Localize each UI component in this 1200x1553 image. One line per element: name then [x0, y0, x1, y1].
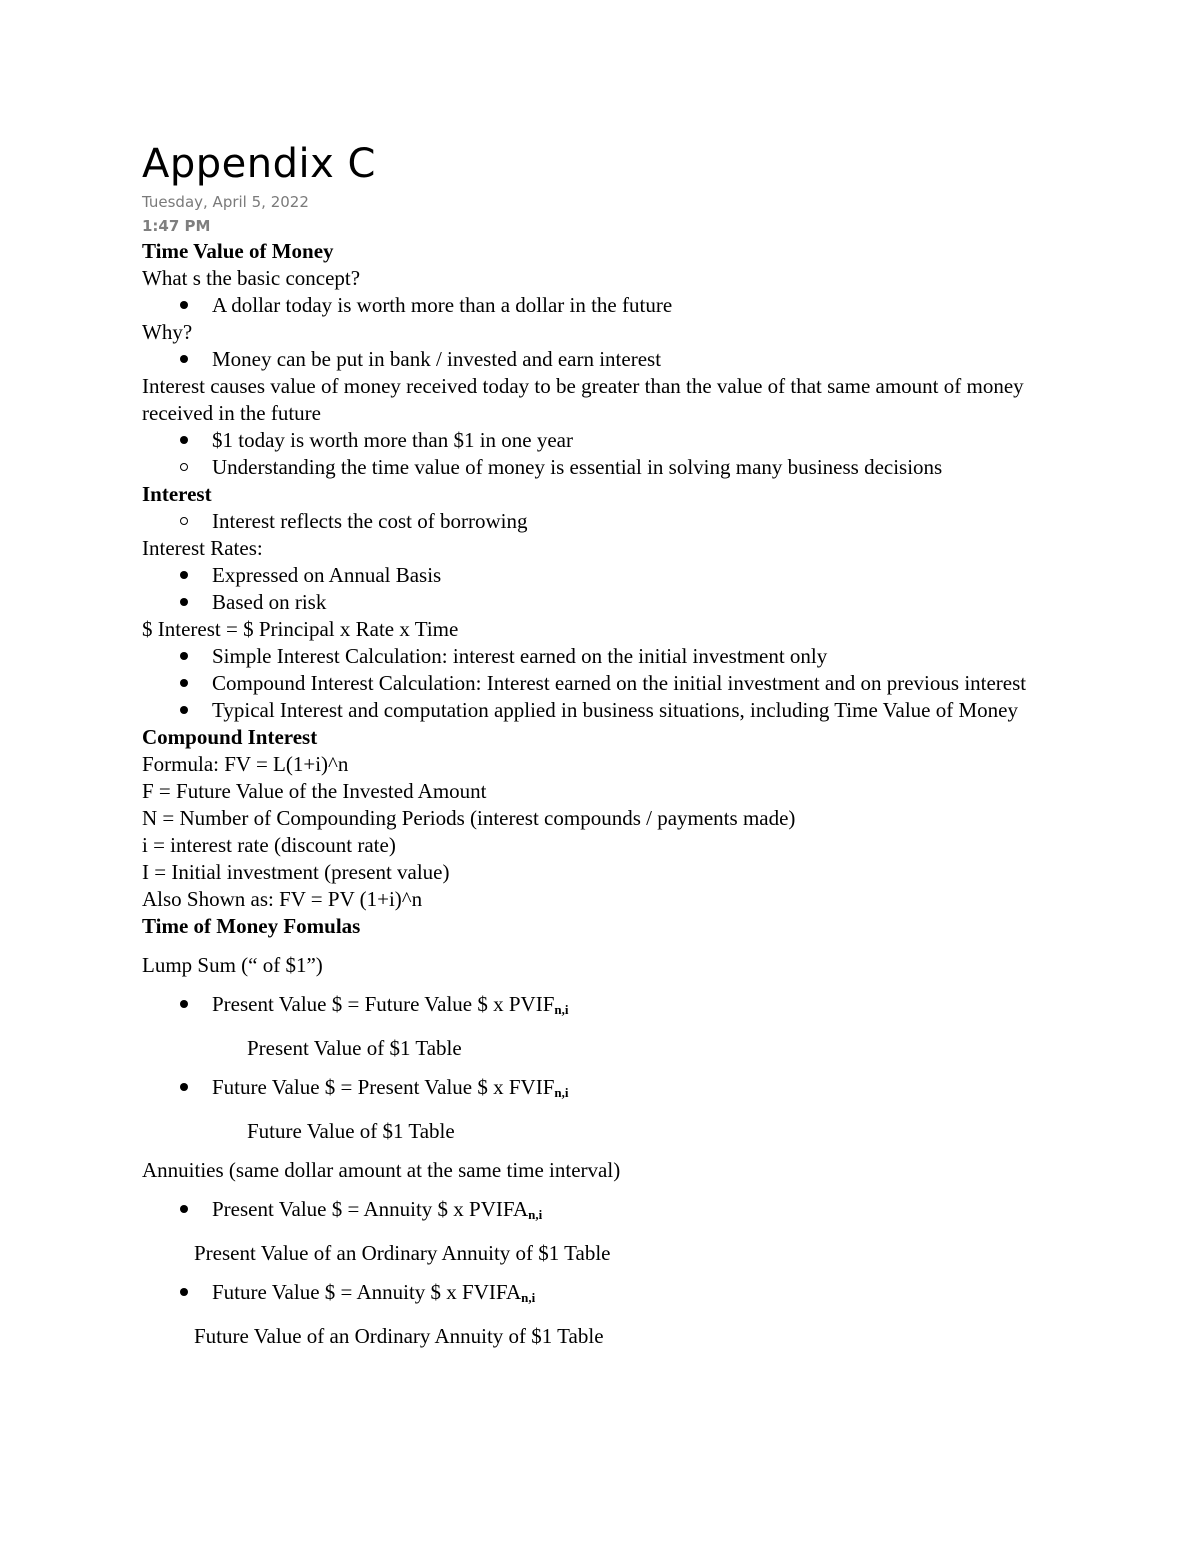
bullet-item: Typical Interest and computation applied in business situations, including Time Value of Money	[142, 697, 1062, 724]
bullet-item: Based on risk	[142, 589, 1062, 616]
text-line: I = Initial investment (present value)	[142, 860, 450, 884]
bullet-item: Expressed on Annual Basis	[142, 562, 1062, 589]
bullet-icon	[174, 562, 194, 589]
text-line: F = Future Value of the Invested Amount	[142, 779, 487, 803]
bullet-icon	[174, 991, 194, 1018]
bullet-icon	[174, 697, 194, 724]
bullet-item: $1 today is worth more than $1 in one year	[142, 427, 1062, 454]
bullet-icon	[174, 589, 194, 616]
bullet-item: Money can be put in bank / invested and earn interest	[142, 346, 1062, 373]
note-time: 1:47 PM	[142, 217, 211, 235]
text-line: N = Number of Compounding Periods (interest compounds / payments made)	[142, 806, 796, 830]
table-reference: Future Value of an Ordinary Annuity of $1 Table	[194, 1324, 604, 1348]
bullet-item: Future Value $ = Annuity $ x $FVIFA_{n,i}$	[142, 1279, 1062, 1311]
bullet-icon	[174, 1279, 194, 1306]
heading-formulas: Time of Money Fomulas	[142, 914, 361, 938]
bullet-item: Present Value $ = Annuity $ x $PVIFA_{n,i}$	[142, 1196, 1062, 1228]
bullet-icon	[174, 427, 194, 454]
sub-bullet-item: Understanding the time value of money is essential in solving many business decisions	[142, 454, 1062, 481]
table-reference: Future Value of $1 Table	[247, 1119, 455, 1143]
bullet-icon	[174, 292, 194, 319]
text-line: Annuities (same dollar amount at the same time interval)	[142, 1158, 621, 1182]
text-line: i = interest rate (discount rate)	[142, 833, 396, 857]
bullet-item: Simple Interest Calculation: interest earned on the initial investment only	[142, 643, 1062, 670]
heading-time-value: Time Value of Money	[142, 239, 334, 263]
bullet-icon	[174, 346, 194, 373]
note-page	[142, 138, 1062, 1350]
bullet-item: Compound Interest Calculation: Interest earned on the initial investment and on previous interest	[142, 670, 1062, 697]
table-reference: Present Value of an Ordinary Annuity of $1 Table	[194, 1241, 611, 1265]
bullet-icon	[174, 1074, 194, 1101]
heading-compound-interest: Compound Interest	[142, 725, 318, 749]
table-reference: Present Value of $1 Table	[247, 1036, 462, 1060]
heading-interest: Interest	[142, 482, 212, 506]
bullet-icon	[174, 643, 194, 670]
subscript: n,i	[528, 1207, 543, 1222]
circle-bullet-icon	[174, 508, 194, 535]
subscript: n,i	[554, 1085, 569, 1100]
bullet-icon	[174, 1196, 194, 1223]
subscript: n,i	[521, 1290, 536, 1305]
note-date: Tuesday, April 5, 2022	[142, 193, 309, 211]
text-line: What s the basic concept?	[142, 266, 361, 290]
text-line: Why?	[142, 320, 193, 344]
text-line: Lump Sum (“ of $1”)	[142, 953, 323, 977]
bullet-item: Future Value $ = Present Value $ x $FVIF_{n,i}$	[142, 1074, 1062, 1106]
formula-line: Formula: FV = L(1+i)^n	[142, 752, 349, 776]
bullet-item: A dollar today is worth more than a dollar in the future	[142, 292, 1062, 319]
text-line: Interest Rates:	[142, 536, 263, 560]
bullet-icon	[174, 670, 194, 697]
subscript: n,i	[554, 1002, 569, 1017]
circle-bullet-icon	[174, 454, 194, 481]
text-paragraph: Interest causes value of money received today to be greater than the value of that same amount of money received in the future	[142, 374, 1024, 425]
formula-line: Also Shown as: FV = PV (1+i)^n	[142, 887, 423, 911]
page-title: Appendix C	[142, 141, 376, 187]
formula-line: $ Interest = $ Principal x Rate x Time	[142, 617, 459, 641]
bullet-item: Present Value $ = Future Value $ x $PVIF_{n,i}$	[142, 991, 1062, 1023]
sub-bullet-item: Interest reflects the cost of borrowing	[142, 508, 1062, 535]
